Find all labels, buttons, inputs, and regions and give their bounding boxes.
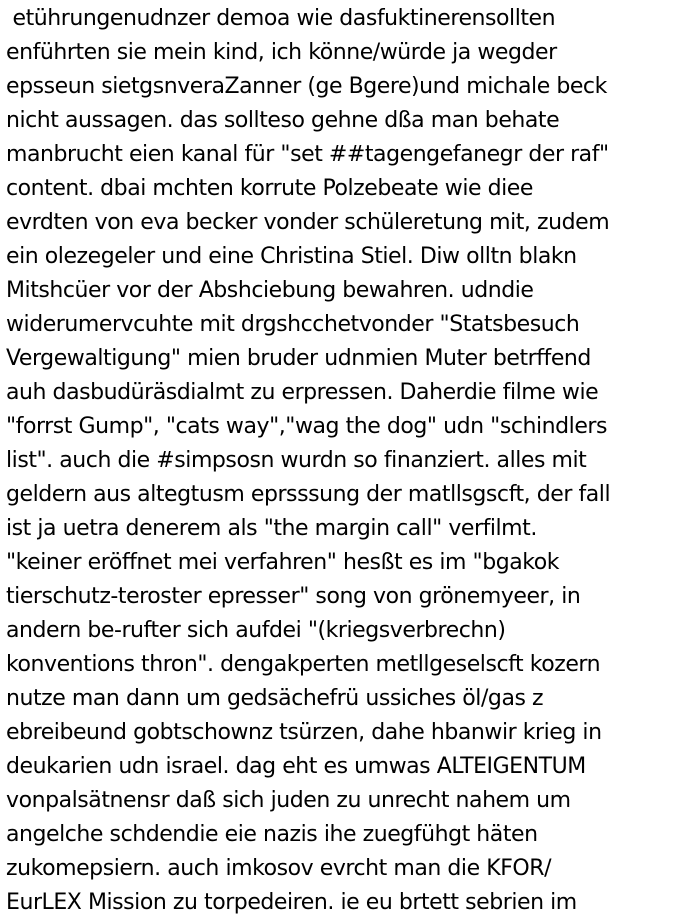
text-line: angelche schdendie eie nazis ihe zuegfühgt häten: [6, 822, 538, 847]
text-line: "keiner eröffnet mei verfahren" hesßt es im "bgakok: [6, 550, 560, 575]
text-line: nutze man dann um gedsächefrü ussiches öl/gas z: [6, 686, 544, 711]
text-line: auh dasbudüräsdialmt zu erpressen. Daherdie filme wie: [6, 380, 599, 405]
text-line: etührungenudnzer demoa wie dasfuktinerensollten: [6, 6, 556, 31]
text-line: andern be-rufter sich aufdei "(kriegsverbrechn): [6, 618, 506, 643]
text-line: geldern aus altegtusm eprsssung der matllsgscft, der fall: [6, 482, 611, 507]
text-line: list". auch die #simpsosn wurdn so finanziert. alles mit: [6, 448, 587, 473]
text-line: konventions thron". dengakperten metllgeselscft kozern: [6, 652, 601, 677]
text-line: deukarien udn israel. dag eht es umwas ALTEIGENTUM: [6, 754, 586, 779]
text-line: evrdten von eva becker vonder schüleretung mit, zudem: [6, 210, 610, 235]
body-text: [6, 2, 610, 920]
text-line: nicht aussagen. das sollteso gehne dßa man behate: [6, 108, 560, 133]
text-line: ein olezegeler und eine Christina Stiel. Diw olltn blakn: [6, 244, 577, 269]
text-line: vonpalsätnensr daß sich juden zu unrecht nahem um: [6, 788, 571, 813]
text-line: tierschutz-teroster epresser" song von grönemyeer, in: [6, 584, 581, 609]
text-line: Vergewaltigung" mien bruder udnmien Muter betrffend: [6, 346, 591, 371]
text-line: manbrucht eien kanal für "set ##tagengefanegr der raf": [6, 142, 609, 167]
text-line: epsseun sietgsnveraZanner (ge Bgere)und michale beck: [6, 74, 607, 99]
text-line: ist ja uetra denerem als "the margin call" verfilmt.: [6, 516, 537, 541]
text-line: content. dbai mchten korrute Polzebeate wie diee: [6, 176, 533, 201]
text-line: EurLEX Mission zu torpedeiren. ie eu brtett sebrien im: [6, 890, 577, 915]
text-line: widerumervcuhte mit drgshcchetvonder "Statsbesuch: [6, 312, 580, 337]
text-line: ebreibeund gobtschownz tsürzen, dahe hbanwir krieg in: [6, 720, 602, 745]
text-line: enführten sie mein kind, ich könne/würde ja wegder: [6, 40, 557, 65]
text-line: Mitshcüer vor der Abshciebung bewahren. udndie: [6, 278, 534, 303]
text-line: zukomepsiern. auch imkosov evrcht man die KFOR/: [6, 856, 552, 881]
text-line: "forrst Gump", "cats way","wag the dog" udn "schindlers: [6, 414, 608, 439]
